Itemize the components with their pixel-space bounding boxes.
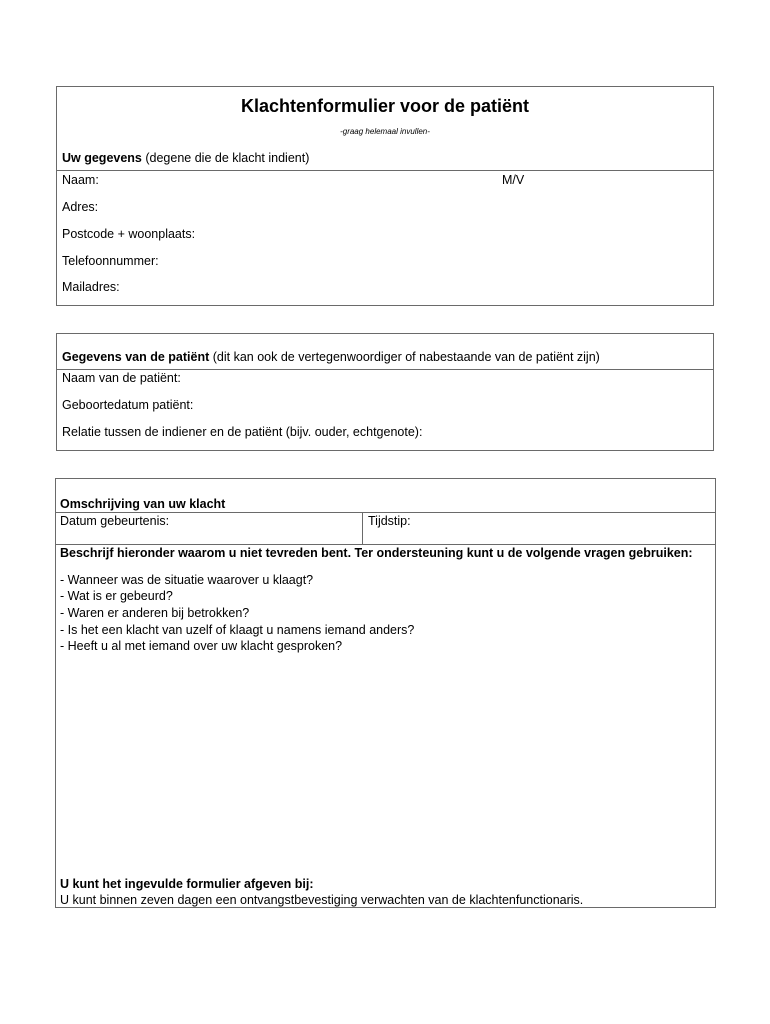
vraag-item: - Wat is er gebeurd?	[60, 589, 173, 603]
adres-field[interactable]: Adres:	[62, 200, 99, 214]
postcode-woonplaats-field[interactable]: Postcode + woonplaats:	[62, 227, 196, 241]
uw-gegevens-heading-rest: (degene die de klacht indient)	[141, 151, 310, 165]
tijdstip-field[interactable]: Tijdstip:	[368, 514, 411, 528]
vraag-item: - Wanneer was de situatie waarover u klaagt?	[60, 573, 314, 587]
patient-heading-bold: Gegevens van de patiënt	[62, 350, 210, 364]
uw-gegevens-heading-bold: Uw gegevens	[62, 151, 142, 165]
form-subtitle: -graag helemaal invullen-	[340, 127, 430, 136]
afgeven-heading: U kunt het ingevulde formulier afgeven bij:	[60, 877, 314, 891]
divider	[56, 544, 715, 545]
section-gegevens-patient	[56, 333, 714, 451]
naam-field[interactable]: Naam:	[62, 173, 99, 187]
divider	[56, 512, 715, 513]
divider	[57, 170, 713, 171]
instructie-text: Beschrijf hieronder waarom u niet tevreden bent. Ter ondersteuning kunt u de volgende vragen gebruiken:	[60, 546, 693, 560]
mv-field[interactable]: M/V	[502, 173, 525, 187]
patient-naam-field[interactable]: Naam van de patiënt:	[62, 371, 181, 385]
section-uw-gegevens	[56, 86, 714, 306]
form-title: Klachtenformulier voor de patiënt	[240, 96, 530, 116]
column-divider	[362, 512, 363, 544]
datum-gebeurtenis-field[interactable]: Datum gebeurtenis:	[60, 514, 170, 528]
mailadres-field[interactable]: Mailadres:	[62, 280, 120, 294]
section-omschrijving-klacht	[55, 478, 716, 908]
relatie-field[interactable]: Relatie tussen de indiener en de patiënt (bijv. ouder, echtgenote):	[62, 425, 423, 439]
uw-gegevens-heading	[62, 151, 309, 166]
telefoonnummer-field[interactable]: Telefoonnummer:	[62, 254, 159, 268]
patient-heading-rest: (dit kan ook de vertegenwoordiger of nabestaande van de patiënt zijn)	[209, 350, 600, 364]
geboortedatum-field[interactable]: Geboortedatum patiënt:	[62, 398, 194, 412]
vraag-item: - Is het een klacht van uzelf of klaagt u namens iemand anders?	[60, 623, 415, 637]
divider	[57, 369, 713, 370]
patient-heading	[62, 350, 600, 365]
ontvangst-text: U kunt binnen zeven dagen een ontvangstbevestiging verwachten van de klachtenfunctionaris.	[60, 893, 584, 907]
vraag-item: - Waren er anderen bij betrokken?	[60, 606, 250, 620]
omschrijving-heading: Omschrijving van uw klacht	[60, 497, 226, 511]
vraag-item: - Heeft u al met iemand over uw klacht gesproken?	[60, 639, 343, 653]
